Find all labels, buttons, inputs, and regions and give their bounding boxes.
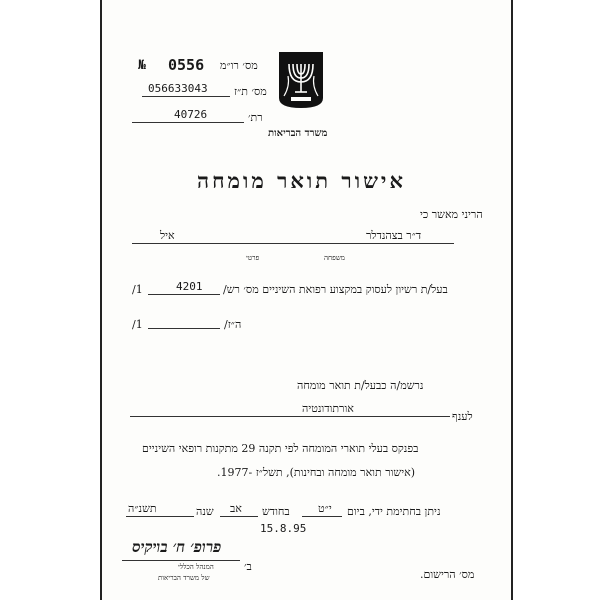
- registration-label: מס׳ הרישום.: [420, 568, 475, 581]
- license-number: 4201: [176, 280, 203, 293]
- month-label: בחודש: [262, 505, 290, 518]
- month-value: אב: [230, 502, 242, 515]
- rt-number-label: רת׳: [248, 111, 263, 124]
- last-name: ד״ר בצהנדלר: [366, 229, 422, 242]
- ministry-name: משרד הבריאות: [268, 128, 328, 139]
- certificate-number: 0556: [168, 56, 205, 74]
- b-label: ב׳: [244, 560, 252, 573]
- given-text: ניתן בחתימת ידי, ביום: [347, 505, 441, 518]
- hz-slash: /1: [132, 318, 143, 331]
- license-text: בעל/ת רשיון לעסוק במקצוע רפואת השיניים מס׳ רש/: [223, 283, 448, 296]
- certificate-number-symbol: №: [138, 58, 146, 73]
- state-emblem-icon: [276, 50, 326, 110]
- label-private: פרטי: [246, 254, 260, 262]
- hz-label: ה״ז/: [224, 318, 242, 331]
- year-value: תשנ״ה: [128, 502, 157, 515]
- gregorian-date: 15.8.95: [260, 522, 307, 535]
- signature: פרופ׳ ח׳ בויקיס: [132, 538, 222, 556]
- signer-title-1: המנהל הכללי: [178, 563, 214, 571]
- year-label: שנה: [196, 505, 214, 518]
- certificate-page: [100, 0, 513, 600]
- regulation-line-1: בפנקס בעלי תוארי המומחה לפי תקנה 29 מתקנות רופאי השיניים: [142, 442, 419, 455]
- license-slash: /1: [132, 283, 143, 296]
- registered-text: נרשמ/ה כבעל/ת תואר מומחה: [297, 379, 424, 392]
- regulation-line-2: (אישור תואר מומחה ובחינות), תשל״ז -1977.: [217, 466, 415, 479]
- id-number-label: מס׳ ת״ז: [234, 85, 267, 98]
- signer-title-2: של משרד הבריאות: [158, 574, 210, 582]
- day-value: י״ט: [318, 502, 332, 515]
- certificate-number-label: מס׳ רו״מ: [220, 59, 258, 72]
- first-name: איל: [160, 229, 175, 242]
- specialty-field: אורתודונטיה: [302, 402, 354, 415]
- document-title: אישור תואר מומחה: [197, 168, 406, 193]
- field-label: לענף: [452, 410, 473, 423]
- certify-text: הריני מאשר כי: [420, 208, 483, 221]
- rt-number: 40726: [174, 108, 208, 121]
- label-family: משפחה: [324, 254, 345, 262]
- id-number: 056633043: [148, 82, 208, 95]
